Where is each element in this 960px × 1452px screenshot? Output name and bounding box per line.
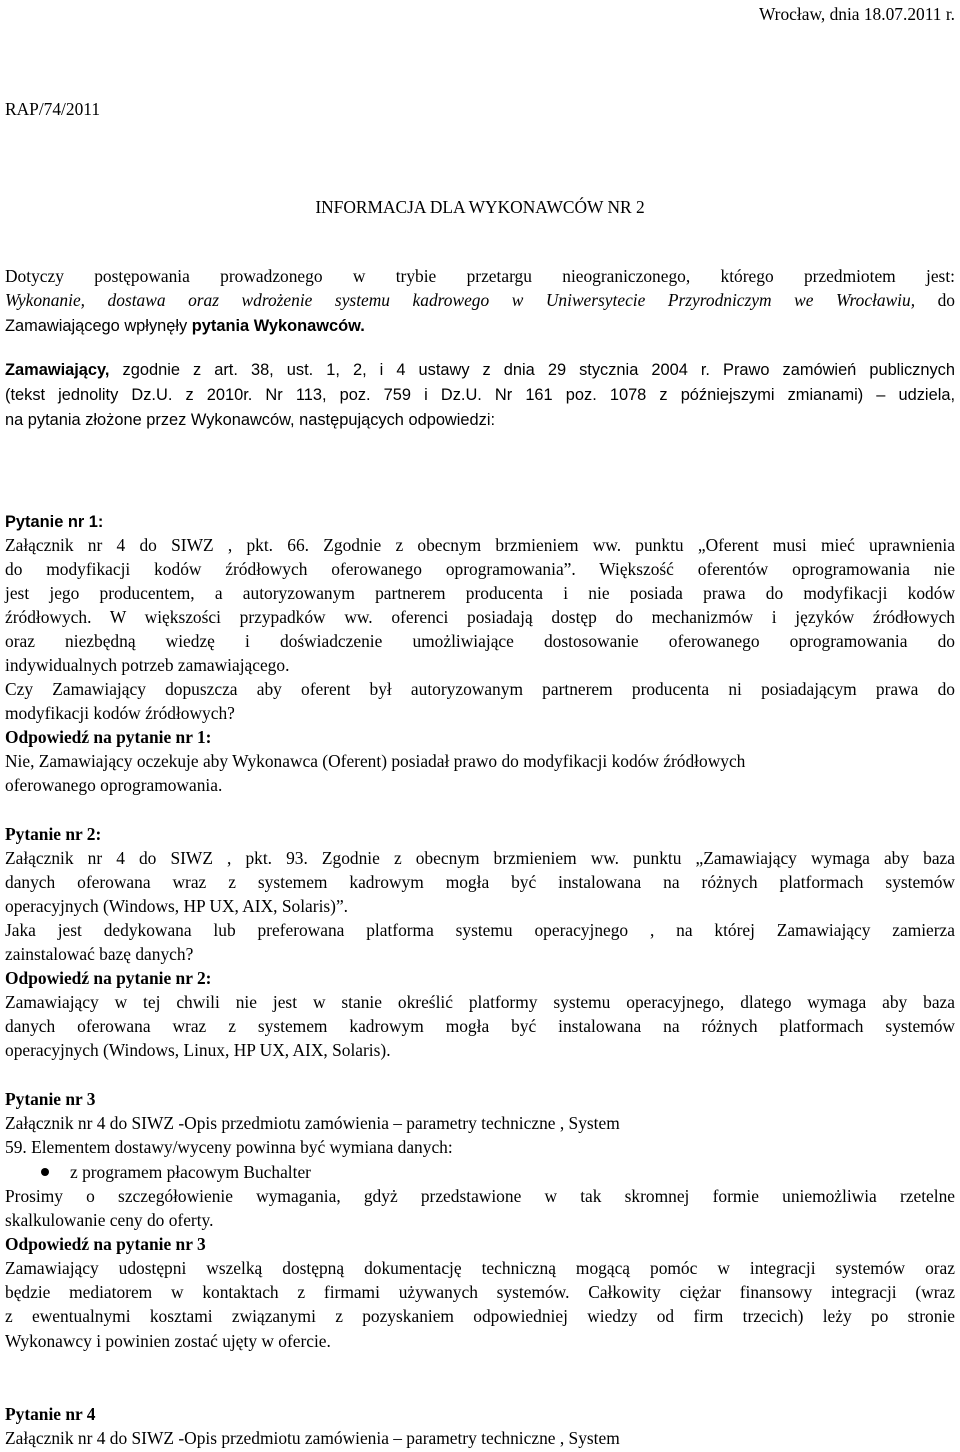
subject-title: Wykonanie, dostawa oraz wdrożenie systemu kadrowego w Uniwersytecie Przyrodniczym we Wrocławiu, bbox=[5, 290, 916, 310]
question-2-line: danych oferowana wraz z systemem kadrowym mogła być instalowana na różnych platformach systemów bbox=[5, 872, 955, 892]
legal-line-3: na pytania złożone przez Wykonawców, następujących odpowiedzi: bbox=[5, 411, 496, 429]
question-1-line: modyfikacji kodów źródłowych? bbox=[5, 703, 235, 723]
question-3-line: Załącznik nr 4 do SIWZ -Opis przedmiotu zamówienia – parametry techniczne , System bbox=[5, 1113, 620, 1133]
question-1-heading: Pytanie nr 1: bbox=[5, 513, 104, 531]
answer-1-line: oferowanego oprogramowania. bbox=[5, 775, 223, 795]
question-1-line: indywidualnych potrzeb zamawiającego. bbox=[5, 655, 290, 675]
page-title: INFORMACJA DLA WYKONAWCÓW NR 2 bbox=[315, 197, 645, 217]
question-3-bullet-item: z programem płacowym Buchalter bbox=[5, 1160, 955, 1184]
question-1-line: do modyfikacji kodów źródłowych oferowanego oprogramowania”. Większość oferentów oprogramowania nie bbox=[5, 559, 955, 579]
question-3-line: skalkulowanie ceny do oferty. bbox=[5, 1210, 214, 1230]
question-2-line: Jaka jest dedykowana lub preferowana platforma systemu operacyjnego , na której Zamawiający zamierza bbox=[5, 920, 955, 940]
question-1-line: oraz niezbędną wiedzę i doświadczenie umożliwiające dostosowanie oferowanego oprogramowania do bbox=[5, 631, 955, 651]
intro-line-2: Wykonanie, dostawa oraz wdrożenie systemu kadrowego w Uniwersytecie Przyrodniczym we Wrocławiu, do bbox=[5, 290, 955, 310]
question-3-line: 59. Elementem dostawy/wyceny powinna być wymiana danych: bbox=[5, 1137, 453, 1157]
question-2-heading: Pytanie nr 2: bbox=[5, 824, 102, 844]
question-3-line: Prosimy o szczegółowienie wymagania, gdyż przedstawione w tak skromnej formie uniemożliwia rzetelne bbox=[5, 1186, 955, 1206]
place-date: Wrocław, dnia 18.07.2011 r. bbox=[758, 4, 955, 24]
answer-1-heading: Odpowiedź na pytanie nr 1: bbox=[5, 727, 212, 747]
answer-2-line: operacyjnych (Windows, Linux, HP UX, AIX, Solaris). bbox=[5, 1040, 391, 1060]
question-1-line: Czy Zamawiający dopuszcza aby oferent był autoryzowanym partnerem producenta ni posiadającym prawa do bbox=[5, 679, 955, 699]
answer-2-line: Zamawiający w tej chwili nie jest w stanie określić platformy systemu operacyjnego, dlatego wymaga aby baza bbox=[5, 992, 955, 1012]
question-2-line: operacyjnych (Windows, HP UX, AIX, Solaris)”. bbox=[5, 896, 349, 916]
answer-3-heading: Odpowiedź na pytanie nr 3 bbox=[5, 1234, 206, 1254]
question-1-line: źródłowych. W większości przypadków ww. oferenci posiadają dostęp do mechanizmów i języków źródłowych bbox=[5, 607, 955, 627]
question-3-heading: Pytanie nr 3 bbox=[5, 1089, 96, 1109]
answer-3-line: z ewentualnymi kosztami związanymi z pozyskaniem odpowiedniej wiedzy od firm trzecich) leży po stronie bbox=[5, 1306, 955, 1326]
question-2-line: zainstalować bazę danych? bbox=[5, 944, 194, 964]
question-4-line: Załącznik nr 4 do SIWZ -Opis przedmiotu zamówienia – parametry techniczne , System bbox=[5, 1428, 620, 1448]
answer-1-line: Nie, Zamawiający oczekuje aby Wykonawca (Oferent) posiadał prawo do modyfikacji kodów źródłowych bbox=[5, 751, 746, 771]
answer-3-line: Wykonawcy i powinien zostać ujęty w ofercie. bbox=[5, 1331, 331, 1351]
answer-3-line: Zamawiający udostępni wszelką dostępną dokumentację techniczną mogącą pomóc w integracji systemów oraz bbox=[5, 1258, 955, 1278]
intro-line-3: Zamawiającego wpłynęły pytania Wykonawców. bbox=[5, 317, 365, 335]
answer-2-heading: Odpowiedź na pytanie nr 2: bbox=[5, 968, 212, 988]
answer-2-line: danych oferowana wraz z systemem kadrowym mogła być instalowana na różnych platformach systemów bbox=[5, 1016, 955, 1036]
intro-line-1: Dotyczy postępowania prowadzonego w trybie przetargu nieograniczonego, którego przedmiotem jest: bbox=[5, 266, 955, 286]
question-2-line: Załącznik nr 4 do SIWZ , pkt. 93. Zgodnie z obecnym brzmieniem ww. punktu „Zamawiający wymaga aby baza bbox=[5, 848, 955, 868]
legal-line-1: Zamawiający, zgodnie z art. 38, ust. 1, 2, i 4 ustawy z dnia 29 stycznia 2004 r. Prawo zamówień publicznych bbox=[5, 361, 955, 379]
legal-line-2: (tekst jednolity Dz.U. z 2010r. Nr 113, poz. 759 i Dz.U. Nr 161 poz. 1078 z późniejszymi zmianami) – udziela, bbox=[5, 386, 955, 404]
bullet-icon bbox=[41, 1168, 49, 1176]
answer-3-line: będzie mediatorem w kontaktach z firmami używanych systemów. Całkowity ciężar finansowy integracji (wraz bbox=[5, 1282, 955, 1302]
question-1-line: jest jego producentem, a autoryzowanym partnerem producenta i nie posiada prawa do modyfikacji kodów bbox=[5, 583, 955, 603]
reference-number: RAP/74/2011 bbox=[5, 99, 101, 119]
question-1-line: Załącznik nr 4 do SIWZ , pkt. 66. Zgodnie z obecnym brzmieniem ww. punktu „Oferent musi mieć uprawnienia bbox=[5, 535, 955, 555]
question-4-heading: Pytanie nr 4 bbox=[5, 1404, 96, 1424]
